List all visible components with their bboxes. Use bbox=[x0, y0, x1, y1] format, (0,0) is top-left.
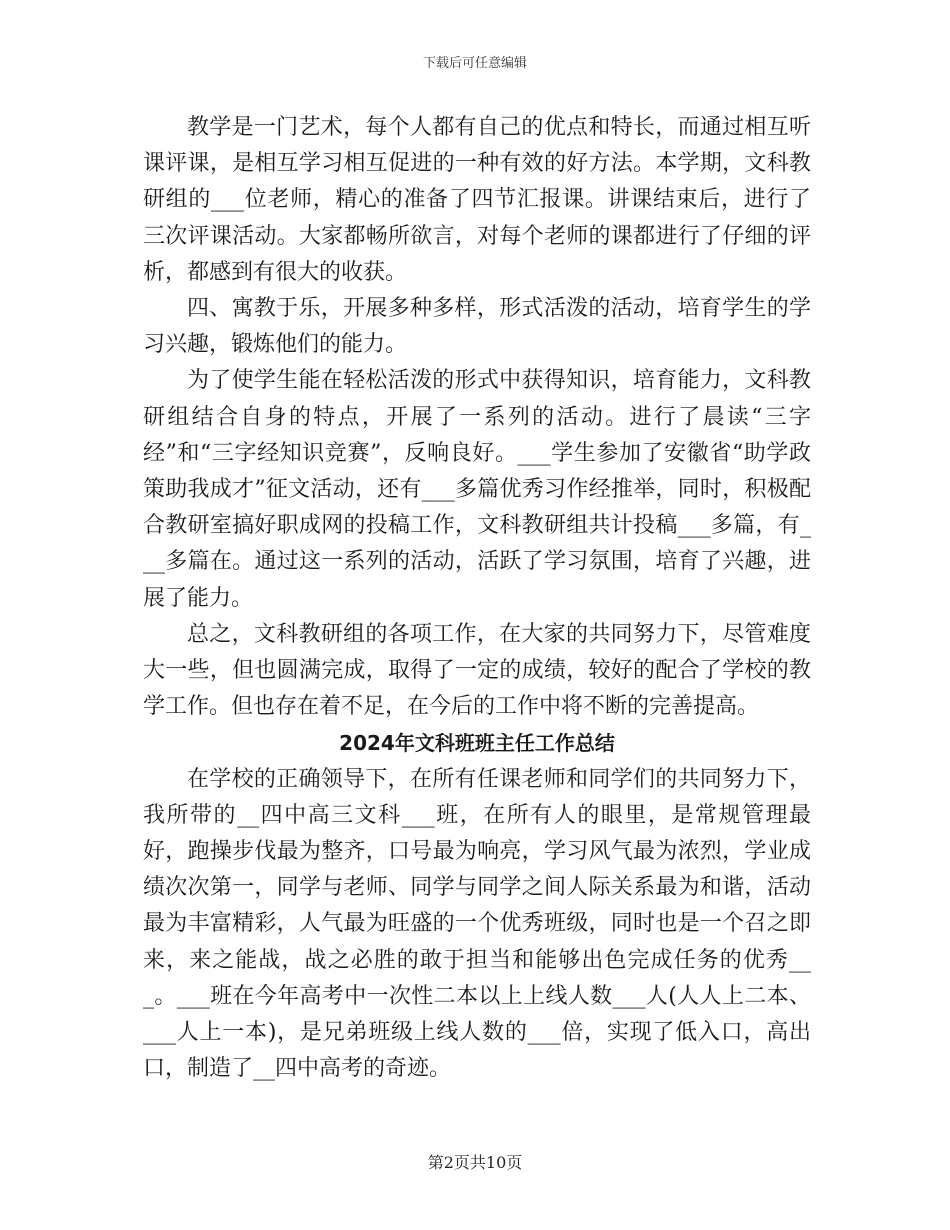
document-body bbox=[143, 110, 811, 1087]
paragraph-conclusion: 总之，文科教研组的各项工作，在大家的共同努力下，尽管难度大一些，但也圆满完成，取得了一定的成绩，较好的配合了学校的教学工作。但也存在着不足，在今后的工作中将不断的完善提高。 bbox=[143, 621, 811, 720]
page-number: 第2页共10页 bbox=[427, 1153, 523, 1172]
paragraph-section-four-heading: 四、寓教于乐，开展多种多样，形式活泼的活动，培育学生的学习兴趣，锻炼他们的能力。 bbox=[143, 296, 811, 358]
paragraph-peer-review: 教学是一门艺术，每个人都有自己的优点和特长，而通过相互听课评课，是相互学习相互促进的一种有效的好方法。本学期，文科教研组的___位老师，精心的准备了四节汇报课。讲课结束后，进行了三次评课活动。大家都畅所欲言，对每个老师的课都进行了仔细的评析，都感到有很大的收获。 bbox=[143, 115, 811, 285]
header-note: 下载后可任意编辑 bbox=[422, 56, 527, 71]
section-title: 2024年文科班班主任工作总结 bbox=[339, 731, 615, 756]
paragraph-class-summary: 在学校的正确领导下，在所有任课老师和同学们的共同努力下，我所带的__四中高三文科___班，在所有人的眼里，是常规管理最好，跑操步伐最为整齐，口号最为响亮，学习风气最为浓烈，学业成绩次次第一，同学与老师、同学与同学之间人际关系最为和谐，活动最为丰富精彩，人气最为旺盛的一个优秀班级，同时也是一个召之即来，来之能战，战之必胜的敢于担当和能够出色完成任务的优秀___。___班在今年高考中一次性二本以上上线人数___人(人人上二本、___人上一本)，是兄弟班级上线人数的___倍，实现了低入口，高出口，制造了__四中高考的奇迹。 bbox=[143, 766, 811, 1082]
paragraph-activities: 为了使学生能在轻松活泼的形式中获得知识，培育能力，文科教研组结合自身的特点，开展了一系列的活动。进行了晨读“三字经”和“三字经知识竞赛”，反响良好。___学生参加了安徽省“助学政策助我成才”征文活动，还有___多篇优秀习作经推举，同时，积极配合教研室搞好职成网的投稿工作，文科教研组共计投稿___多篇，有___多篇在。通过这一系列的活动，活跃了学习氛围，培育了兴趣，进展了能力。 bbox=[143, 368, 811, 611]
